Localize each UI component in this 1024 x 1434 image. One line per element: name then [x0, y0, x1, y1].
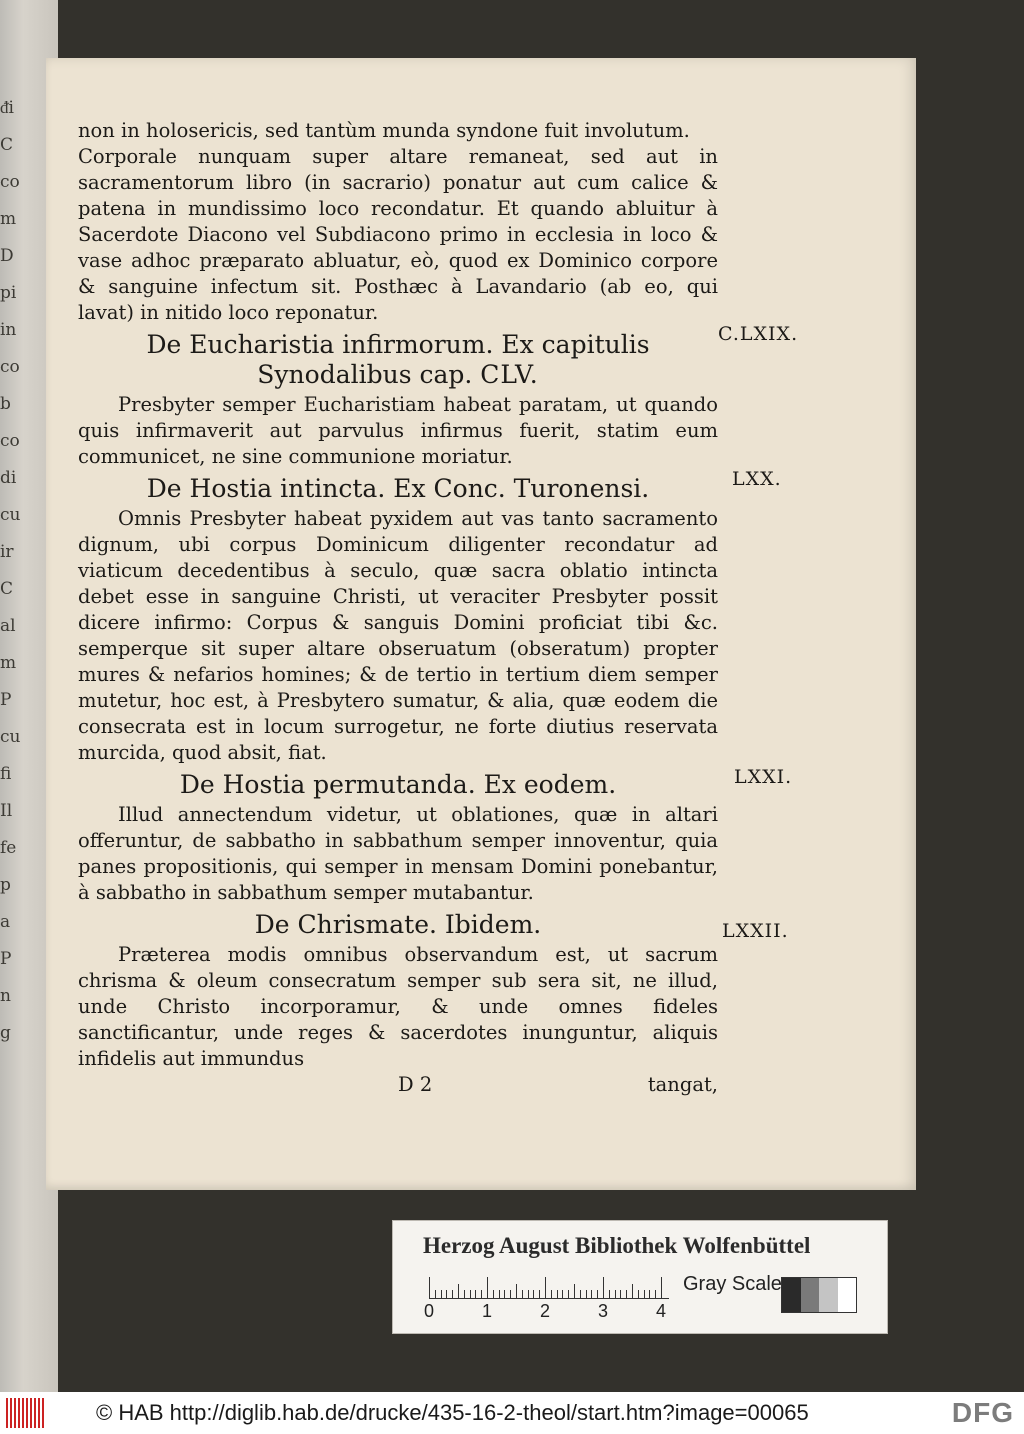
ruler-tick	[551, 1290, 552, 1299]
ruler-tick	[452, 1290, 453, 1299]
ruler-tick	[435, 1290, 436, 1299]
ruler-number: 0	[424, 1301, 435, 1321]
fragment-text: cu	[0, 727, 21, 747]
ruler-tick	[661, 1277, 662, 1299]
ruler-tick	[429, 1277, 430, 1299]
ruler-tick	[481, 1290, 482, 1299]
hab-logo-icon	[6, 1398, 48, 1428]
page-text	[78, 118, 718, 1098]
ruler-number: 2	[540, 1301, 551, 1321]
gray-scale-label: Gray Scale	[683, 1273, 782, 1295]
ruler-tick	[464, 1290, 465, 1299]
ruler-tick	[533, 1290, 534, 1299]
gray-swatch	[838, 1278, 857, 1312]
margin-number: C.LXIX.	[718, 323, 799, 345]
fragment-text: a	[0, 912, 11, 932]
section-body: Illud annectendum videtur, ut oblationes, quæ in altari offeruntur, de sabbatho in sabbathum semper innoventur, quia panes propositionis, qui semper in mensam Domini ponebantur, à sabbatho in sabbathum semper mutabantur.	[78, 803, 718, 904]
ruler-tick	[626, 1290, 627, 1299]
book-page	[46, 58, 916, 1190]
catchword: tangat,	[647, 1073, 718, 1096]
fragment-text: Il	[0, 801, 13, 821]
fragment-text: in	[0, 320, 17, 340]
ruler-tick	[475, 1290, 476, 1299]
ruler-tick	[528, 1290, 529, 1299]
margin-number: LXXI.	[734, 766, 793, 788]
ruler-tick	[504, 1290, 505, 1299]
ruler-tick	[655, 1290, 656, 1299]
ruler-tick	[446, 1290, 447, 1299]
library-label	[392, 1220, 888, 1334]
ruler-tick	[649, 1290, 650, 1299]
section-body: Præterea modis omnibus observandum est, ut sacrum chrisma & oleum consecratum semper sub sera sit, ne illud, unde Christo incorporamur, & unde omnes fideles sanctificantur, unde reges & sacerdotes inunguntur, aliquis infidelis aut immundus	[78, 943, 718, 1070]
ruler-tick	[580, 1290, 581, 1299]
ruler-tick	[620, 1290, 621, 1299]
ruler-tick	[487, 1277, 488, 1299]
ruler-tick	[568, 1290, 569, 1299]
ruler-tick	[539, 1290, 540, 1299]
fragment-text: P	[0, 949, 12, 969]
fragment-text: pi	[0, 283, 17, 303]
section-heading-cap: CLV.	[480, 360, 539, 389]
ruler-tick	[603, 1277, 604, 1299]
ruler-tick	[644, 1290, 645, 1299]
fragment-text: m	[0, 653, 17, 673]
ruler-tick	[470, 1290, 471, 1299]
section-heading: De Chrismate. Ibidem.	[254, 910, 542, 939]
ruler-tick	[557, 1290, 558, 1299]
fragment-text: co	[0, 357, 20, 377]
section-body: Presbyter semper Eucharistiam habeat paratam, ut quando quis infirmaverit aut parvulus infirmus fuerit, statim eum communicet, ne sine communione moriatur.	[78, 393, 718, 468]
margin-number: LXX.	[732, 468, 782, 490]
adjacent-page-fragments	[0, 100, 30, 1080]
ruler-tick	[493, 1290, 494, 1299]
ruler-tick	[574, 1284, 575, 1299]
fragment-text: D	[0, 246, 14, 266]
ruler-tick	[545, 1277, 546, 1299]
ruler-tick	[597, 1290, 598, 1299]
fragment-text: co	[0, 431, 20, 451]
fragment-text: cu	[0, 505, 21, 525]
ruler-number: 4	[656, 1301, 667, 1321]
fragment-text: b	[0, 394, 11, 414]
paragraph-line: non in holosericis, sed tantùm munda syndone fuit involutum.	[78, 119, 690, 142]
ruler-tick	[632, 1284, 633, 1299]
ruler-tick	[516, 1284, 517, 1299]
fragment-text: g	[0, 1023, 11, 1043]
cm-ruler	[424, 1273, 669, 1321]
paragraph: Corporale nunquam super altare remaneat, sed aut in sacramentorum libro (in sacrario) ponatur aut cum calice & patena in mundissimo loco recondatur. Et quando abluitur à Sacerdote Diacono vel Subdiacono primo in ecclesia in loco & vase adhoc præparato abluatur, eò, quod ex Dominico corpore & sanguine infectum sit. Posthæc à Lavandario (ab eo, qui lavat) in nitido loco reponatur.	[78, 145, 718, 324]
fragment-text: di	[0, 468, 17, 488]
ruler-tick	[609, 1290, 610, 1299]
fragment-text: ᵭi	[0, 98, 14, 118]
fragment-text: C	[0, 135, 14, 155]
ruler-tick	[586, 1290, 587, 1299]
margin-number: LXXII.	[722, 920, 789, 942]
ruler-tick	[522, 1290, 523, 1299]
gray-swatch	[819, 1278, 838, 1312]
ruler-tick	[562, 1290, 563, 1299]
ruler-tick	[441, 1290, 442, 1299]
fragment-text: n	[0, 986, 11, 1006]
fragment-text: ir	[0, 542, 14, 562]
ruler-tick	[458, 1284, 459, 1299]
fragment-text: co	[0, 172, 20, 192]
fragment-text: al	[0, 616, 16, 636]
fragment-text: fi	[0, 764, 12, 784]
fragment-text: P	[0, 690, 12, 710]
section-heading: De Hostia permutanda. Ex eodem.	[179, 770, 617, 799]
fragment-text: m	[0, 209, 17, 229]
copyright-url[interactable]: © HAB http://diglib.hab.de/drucke/435-16-2-theol/start.htm?image=00065	[96, 1400, 809, 1425]
gray-scale-swatch	[781, 1277, 857, 1313]
section-heading: De Hostia intincta. Ex Conc. Turonensi.	[146, 474, 650, 503]
ruler-tick	[499, 1290, 500, 1299]
ruler-tick	[510, 1290, 511, 1299]
fragment-text: fe	[0, 838, 17, 858]
section-heading	[78, 330, 718, 390]
ruler-tick	[638, 1290, 639, 1299]
fragment-text: p	[0, 875, 11, 895]
ruler-tick	[591, 1290, 592, 1299]
dfg-logo: DFG	[951, 1397, 1014, 1428]
section-heading-text: De Eucharistia infirmorum. Ex capitulis Synodalibus cap.	[146, 330, 650, 389]
ruler-number: 1	[482, 1301, 493, 1321]
signature-mark: D 2	[398, 1073, 433, 1096]
gray-swatch	[782, 1278, 801, 1312]
viewer-footer	[0, 1392, 1024, 1434]
ruler-number: 3	[598, 1301, 609, 1321]
gray-swatch	[801, 1278, 820, 1312]
section-body: Omnis Presbyter habeat pyxidem aut vas tanto sacramento dignum, ubi corpus Dominicum diligenter recondatur ad viaticum decedentibus à seculo, quæ sacra oblatio intincta debet esse in sanguine Christi, ut veraciter Presbyter possit dicere infirmo: Corpus & sanguis Domini proficiat tibi &c. semperque sit super altare obseruatum (obseratum) propter mures & nefarios homines; & de tertio in tertium diem semper mutetur, hoc est, à Presbytero sumatur, & alia, quæ eodem die consecrata est in locum surrogetur, ne forte diutius reservata murcida, quod absit, fiat.	[78, 507, 718, 764]
page-footer-line	[78, 1072, 718, 1098]
library-name: Herzog August Bibliothek Wolfenbüttel	[423, 1233, 811, 1258]
fragment-text: C	[0, 579, 14, 599]
ruler-tick	[615, 1290, 616, 1299]
